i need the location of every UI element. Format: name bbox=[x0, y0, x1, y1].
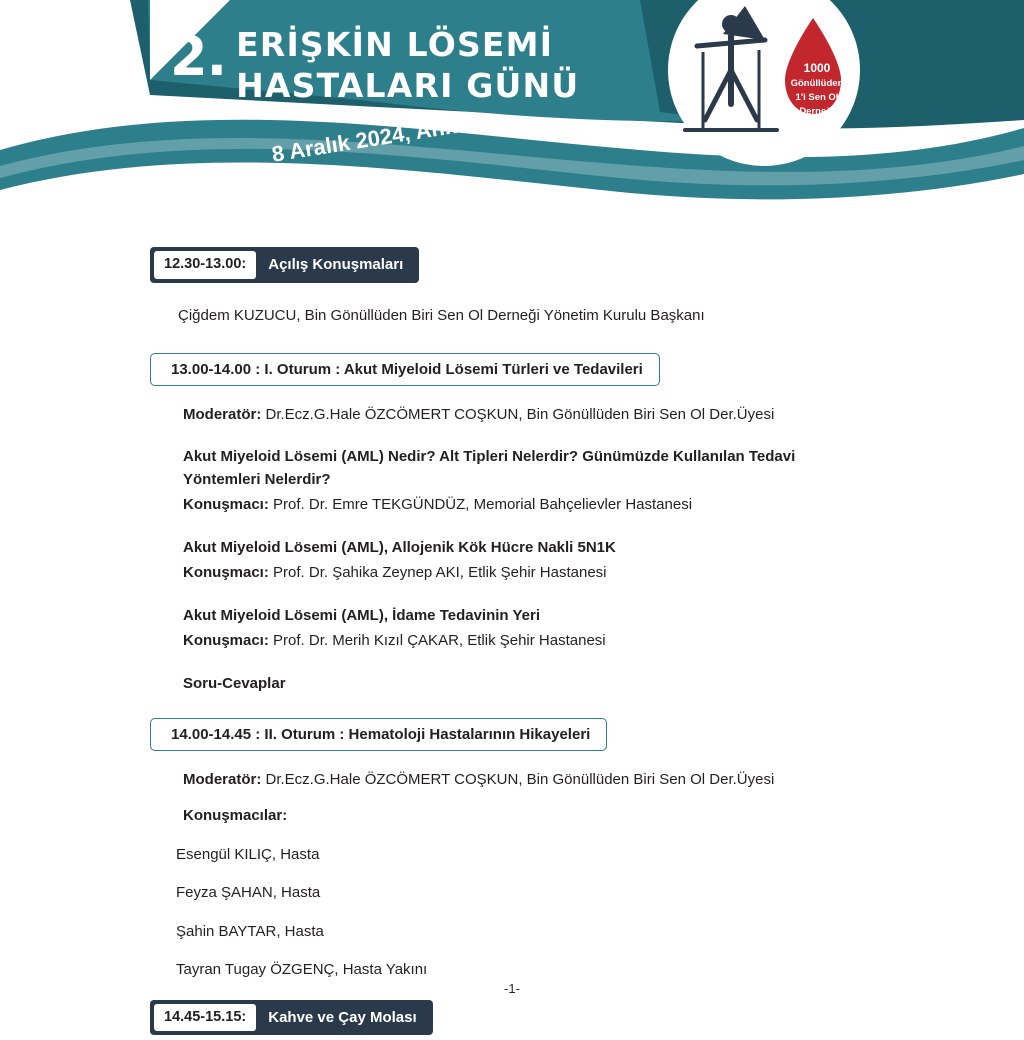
logo-caption-line-1: 1000 bbox=[803, 61, 831, 75]
moderator-name-first: Dr.Ecz.G.Hale ÖZCÖMERT COŞKUN, Bin Gönüllüden Biri Sen Ol Der.Üyesi bbox=[261, 405, 775, 423]
talk-title-3: Akut Miyeloid Lösemi (AML), İdame Tedavinin Yeri bbox=[183, 606, 541, 624]
talk-speaker-name-3: Prof. Dr. Merih Kızıl ÇAKAR, Etlik Şehir Hastanesi bbox=[268, 632, 606, 650]
talk-speaker-label-1: Konuşmacı: bbox=[183, 496, 269, 514]
patient-speaker-1: Esengül KILIÇ, Hasta bbox=[176, 845, 320, 863]
moderator-name-second: Dr.Ecz.G.Hale ÖZCÖMERT COŞKUN, Bin Gönüllüden Biri Sen Ol Der.Üyesi bbox=[261, 770, 775, 788]
event-title-line-1: ERİŞKİN LÖSEMİ bbox=[236, 25, 554, 64]
talk-speaker-name-2: Prof. Dr. Şahika Zeynep AKI, Etlik Şehir Hastanesi bbox=[268, 564, 607, 582]
patient-speaker-2: Feyza ŞAHAN, Hasta bbox=[176, 884, 321, 902]
moderator-line-second bbox=[183, 769, 874, 792]
session-time-opening: 12.30-13.00: bbox=[154, 251, 256, 279]
header-title-group bbox=[170, 16, 579, 107]
session-opening-speeches bbox=[150, 247, 419, 283]
session-coffee-break bbox=[150, 1000, 433, 1036]
speakers-label-second: Konuşmacılar: bbox=[183, 807, 288, 825]
talk-title-2: Akut Miyeloid Lösemi (AML), Allojenik Kök Hücre Nakli 5N1K bbox=[183, 538, 616, 556]
event-ordinal: 2. bbox=[170, 25, 227, 88]
talk-speaker-3 bbox=[183, 630, 874, 653]
session-heading-first: 13.00-14.00 : I. Oturum : Akut Miyeloid Lösemi Türleri ve Tedavileri bbox=[150, 353, 660, 386]
event-date-location: 8 Aralık 2024, Ankara bbox=[269, 107, 491, 167]
session-label-break: Kahve ve Çay Molası bbox=[268, 1008, 417, 1026]
patient-speaker-3: Şahin BAYTAR, Hasta bbox=[176, 922, 324, 940]
logo-caption-line-3: 1'i Sen Ol bbox=[795, 92, 839, 104]
talk-speaker-label-3: Konuşmacı: bbox=[183, 632, 269, 650]
opening-speaker-text: Çiğdem KUZUCU, Bin Gönüllüden Biri Sen Ol Derneği Yönetim Kurulu Başkanı bbox=[178, 306, 705, 324]
logo-caption-line-4: Derneği bbox=[799, 105, 835, 117]
talk-title-1: Akut Miyeloid Lösemi (AML) Nedir? Alt Tipleri Nelerdir? Günümüzde Kullanılan Tedavi Yöntemleri Nelerdir? bbox=[183, 448, 796, 488]
moderator-line-first bbox=[183, 404, 874, 427]
qa-label-first: Soru-Cevaplar bbox=[183, 674, 286, 692]
logo-caption-line-2: Gönüllüden bbox=[790, 78, 844, 90]
document-header bbox=[0, 0, 1024, 205]
talk-speaker-label-2: Konuşmacı: bbox=[183, 564, 269, 582]
event-title-line-2: HASTALARI GÜNÜ bbox=[236, 66, 580, 106]
session-heading-second: 14.00-14.45 : II. Oturum : Hematoloji Hastalarının Hikayeleri bbox=[150, 718, 607, 751]
talk-speaker-2 bbox=[183, 562, 874, 585]
patient-speaker-4: Tayran Tugay ÖZGENÇ, Hasta Yakını bbox=[176, 961, 428, 979]
moderator-label-second: Moderatör: bbox=[183, 770, 262, 788]
talk-speaker-name-1: Prof. Dr. Emre TEKGÜNDÜZ, Memorial Bahçelievler Hastanesi bbox=[268, 496, 693, 514]
logo-caption bbox=[778, 60, 856, 119]
moderator-label-first: Moderatör: bbox=[183, 405, 262, 423]
program-content bbox=[0, 205, 1024, 1040]
session-time-break: 14.45-15.15: bbox=[154, 1004, 256, 1032]
session-label-opening: Açılış Konuşmaları bbox=[268, 256, 404, 273]
talk-speaker-1 bbox=[183, 494, 874, 517]
page-number: -1- bbox=[504, 981, 520, 996]
